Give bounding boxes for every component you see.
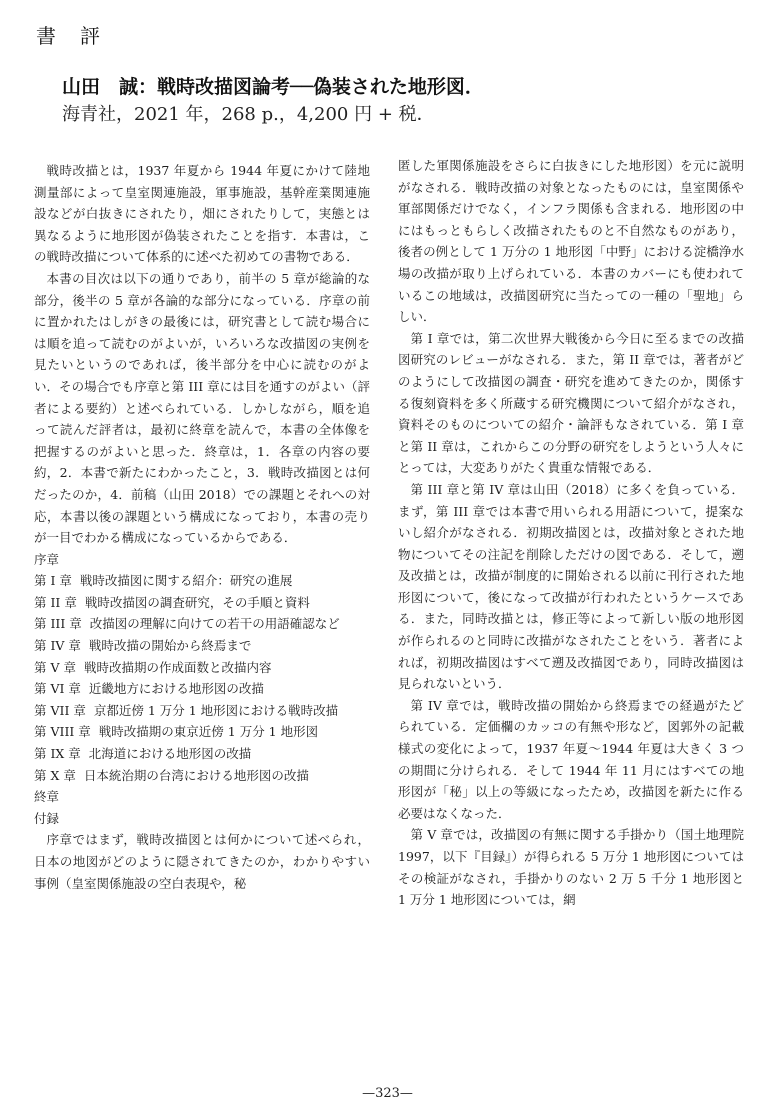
toc-item	[34, 700, 370, 722]
toc-chapter-number: 第 I 章	[34, 573, 72, 589]
paragraph: 戦時改描とは，1937 年夏から 1944 年夏にかけて陸地測量部によって皇室関連施設，軍事施設，基幹産業関連施設などが白抜きにされたり，畑にされたりして，実態とは異なるように地形図が偽装されたことを指す．本書は，この戦時改描について体系的に述べた初めての書物である．	[34, 163, 370, 265]
toc-chapter-title: 戦時改描図の調査研究，その手順と資料	[84, 594, 310, 610]
toc-item	[34, 743, 370, 765]
toc-chapter-number: 序章	[34, 551, 60, 567]
toc-item	[34, 808, 370, 830]
toc-chapter-number: 第 X 章	[34, 767, 76, 783]
book-publication: 海青社，2021 年，268 p.，4,200 円 + 税．	[62, 104, 435, 125]
toc-item	[34, 657, 370, 679]
paragraph: 匿した軍関係施設をさらに白抜きにした地形図）を元に説明がなされる．戦時改描の対象となったものには，皇室関係や軍部関係だけでなく，インフラ関係も含まれる．地形図の中にはもっともらしく改描されたものと不自然なものがあり，後者の例として 1 万分の 1 地形図「中野」における淀橋浄水場の改描が取り上げられている．本書のカバーにも使われているこの地域は，改描図研究に当たっての一種の「聖地」らしい．	[398, 158, 744, 325]
toc-chapter-title: 戦時改描の開始から終焉まで	[88, 638, 252, 654]
toc-chapter-title: 戦時改描期の作成面数と改描内容	[83, 659, 272, 675]
toc-chapter-title: 近畿地方における地形図の改描	[88, 681, 264, 697]
toc-chapter-number: 第 V 章	[34, 659, 76, 675]
paragraph: 第 III 章と第 IV 章は山田（2018）に多くを負っている．まず，第 III 章では本書で用いられる用語について，提案ないし紹介がなされる．初期改描図とは，改描対象とされた地物についてその注記を削除しただけの図である．そして，遡及改描とは，改描が制度的に開始される以前に刊行された地形図について，後になって改描が行われたというケースである．また，同時改描とは，修正等によって新しい版の地形図が作られるのと同時に改描がなされたことをいう．著者によれば，初期改描図はすべて遡及改描図であり，同時改描図は見られないという．	[398, 481, 744, 692]
toc-item	[34, 721, 370, 743]
section-label: 書評	[36, 24, 124, 48]
paragraph: 第 IV 章では，戦時改描の開始から終焉までの経過がたどられている．定価欄のカッコの有無や形など，図郭外の記載様式の変化によって，1937 年夏～1944 年夏は大きく 3 つの期間に分けられる．そして 1944 年 11 月にはすべての地形図が「秘」以上の等級になったため，改描図を新たに作る必要はなくなった．	[398, 697, 744, 821]
toc-chapter-title: 戦時改描期の東京近傍 1 万分 1 地形図	[98, 724, 319, 740]
toc-chapter-number: 第 II 章	[34, 594, 77, 610]
toc-item	[34, 786, 370, 808]
toc-item	[34, 613, 370, 635]
toc-chapter-title: 戦時改描図に関する紹介：研究の進展	[79, 573, 293, 589]
toc-chapter-title: 改描図の理解に向けての若干の用語確認など	[89, 616, 340, 632]
toc-chapter-number: 付録	[34, 810, 60, 826]
left-column	[34, 160, 370, 894]
toc-chapter-number: 第 VII 章	[34, 702, 86, 718]
toc-item	[34, 549, 370, 571]
toc-chapter-number: 第 IX 章	[34, 746, 81, 762]
paragraph: 第 I 章では，第二次世界大戦後から今日に至るまでの改描図研究のレビューがなされる．また，第 II 章では，著者がどのようにして改描図の調査・研究を進めてきたのか，関係する復刻資料を多く所蔵する研究機関について紹介がなされ，資料そのものについての紹介・論評もなされている．第 I 章と第 II 章は，これからこの分野の研究をしようという人々にとっては，大変ありがたく貴重な情報である．	[398, 330, 744, 476]
toc-chapter-number: 終章	[34, 789, 60, 805]
toc-chapter-number: 第 VI 章	[34, 681, 81, 697]
toc-item	[34, 592, 370, 614]
toc-chapter-number: 第 IV 章	[34, 638, 81, 654]
toc-chapter-number: 第 III 章	[34, 616, 82, 632]
toc-item	[34, 765, 370, 787]
paragraph: 本書の目次は以下の通りであり，前半の 5 章が総論的な部分，後半の 5 章が各論的な部分になっている．序章の前に置かれたはしがきの最後には，研究書として読む場合には順を追って読むのがよいが，いろいろな改描図の実例を見たいというのであれば，後半部分を中心に読むのがよい．その場合でも序章と第 III 章には目を通すのがよい（評者による要約）と述べられている．しかしながら，順を追って読んだ評者は，最初に終章を読んで，本書の全体像を把握するのがよいと思った．終章は，1．各章の内容の要約，2．本書で新たにわかったこと，3．戦時改描図とは何だったのか，4．前稿（山田 2018）での課題とそれへの対応，本書以後の課題という構成になっており，本書の売りが一目でわかる構成になっているからである．	[34, 270, 370, 546]
toc-item	[34, 678, 370, 700]
paragraph: 序章ではまず，戦時改描図とは何かについて述べられ，日本の地図がどのように隠されてきたのか，わかりやすい事例（皇室関係施設の空白表現や，秘	[34, 832, 370, 891]
toc-chapter-title	[67, 786, 370, 808]
toc-chapter-title	[67, 549, 370, 571]
table-of-contents	[34, 549, 370, 830]
toc-item	[34, 570, 370, 592]
book-title: 山田 誠：戦時改描図論考──偽装された地形図．	[62, 76, 484, 98]
toc-chapter-number: 第 VIII 章	[34, 724, 91, 740]
toc-chapter-title	[67, 808, 370, 830]
toc-chapter-title: 北海道における地形図の改描	[88, 746, 252, 762]
toc-chapter-title: 京都近傍 1 万分 1 地形図における戦時改描	[93, 702, 339, 718]
page-number: —323—	[362, 1086, 413, 1101]
paragraph: 第 V 章では，改描図の有無に関する手掛かり（国土地理院 1997，以下『目録』）が得られる 5 万分 1 地形図についてはその検証がなされ，手掛かりのない 2 万 5 千分 1 地形図と 1 万分 1 地形図については，網	[398, 827, 744, 908]
right-column	[398, 155, 744, 911]
toc-chapter-title: 日本統治期の台湾における地形図の改描	[83, 767, 309, 783]
toc-item	[34, 635, 370, 657]
